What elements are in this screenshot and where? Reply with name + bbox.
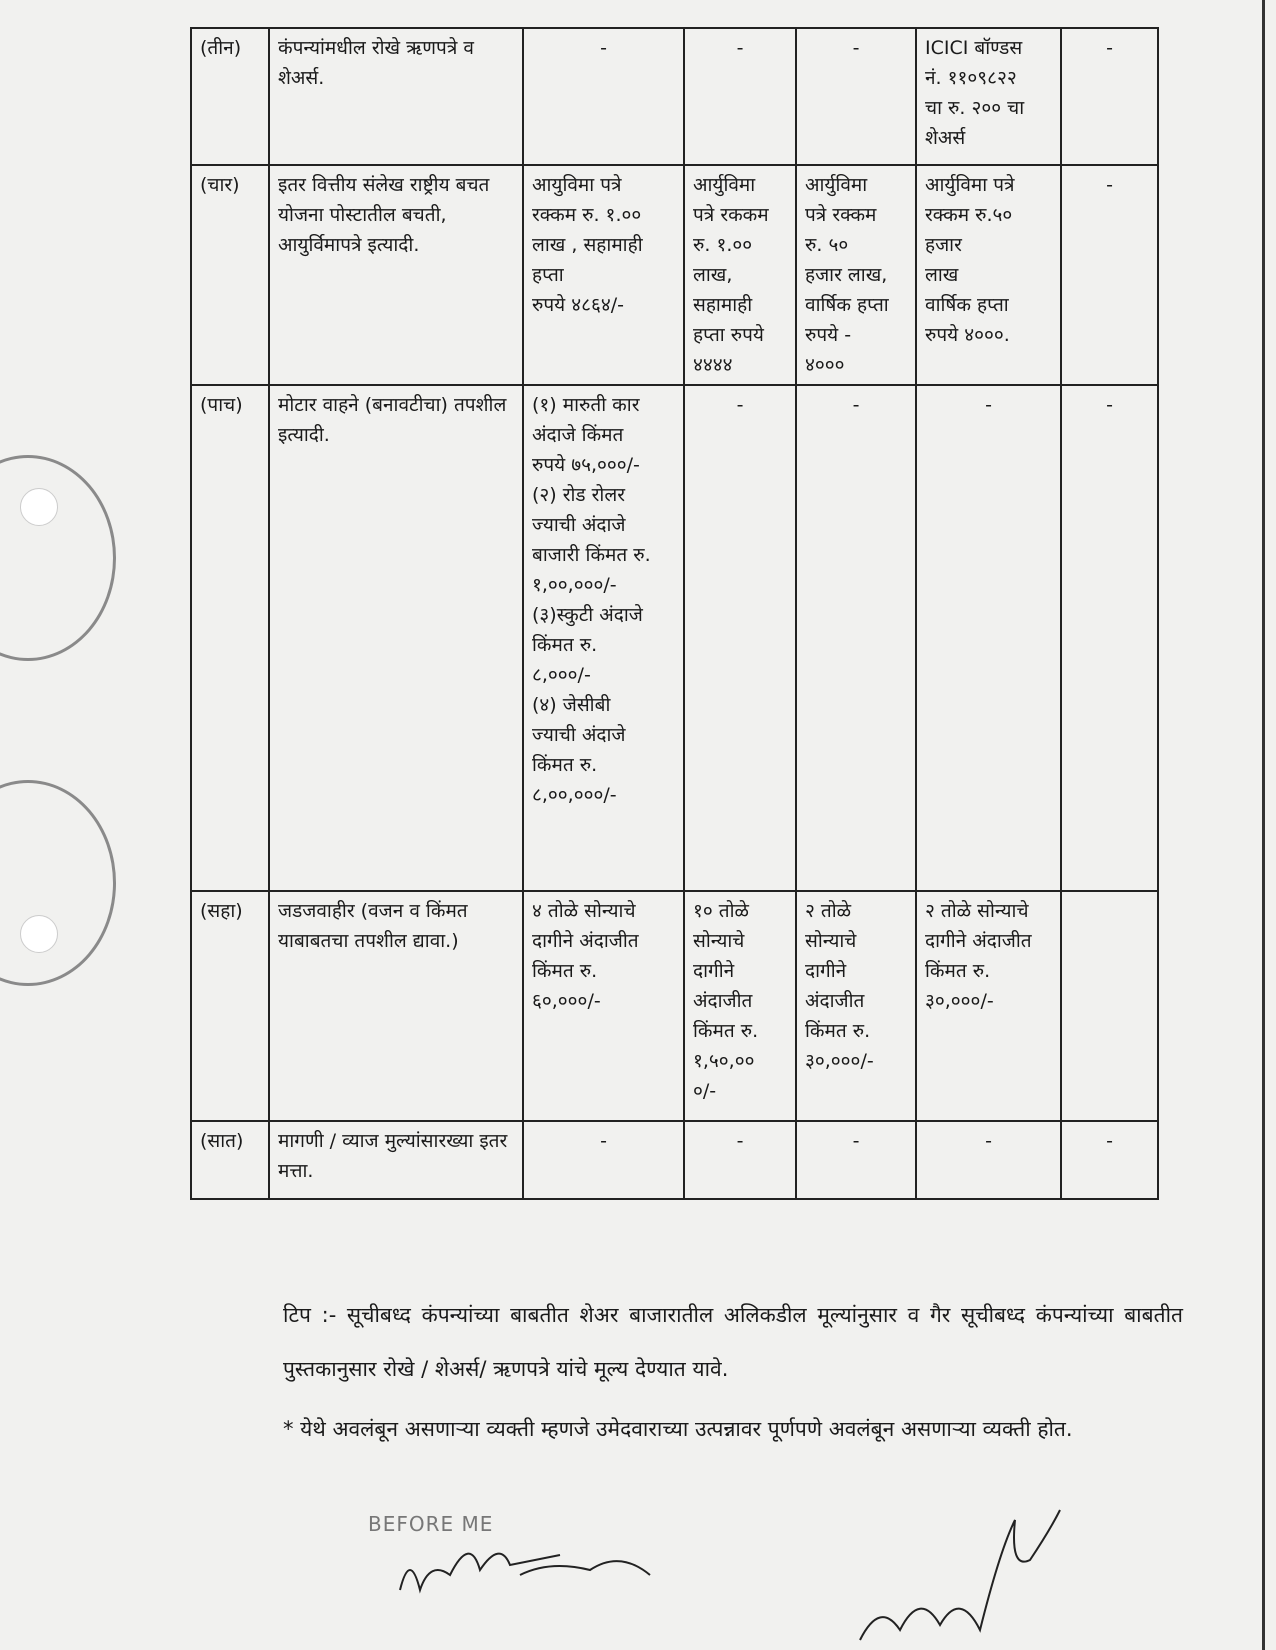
table-row <box>191 165 1158 385</box>
punch-hole <box>20 915 58 953</box>
row-description: इतर वित्तीय संलेख राष्ट्रीय बचत योजना पोस्टातील बचती, आयुर्विमापत्रे इत्यादी. <box>269 165 523 385</box>
value-cell: २ तोळे सोन्याचे दागीने अंदाजीत किंमत रु. ३०,०००/- <box>916 891 1061 1121</box>
notary-seal-bottom <box>0 780 116 986</box>
value-cell: १० तोळे सोन्याचे दागीने अंदाजीत किंमत रु. १,५०,०० ०/- <box>684 891 796 1121</box>
table-row <box>191 385 1158 891</box>
row-number: (सहा) <box>191 891 269 1121</box>
row-number: (सात) <box>191 1121 269 1199</box>
value-cell: - <box>1061 1121 1158 1199</box>
value-cell: - <box>796 385 916 891</box>
value-cell: ICICI बॉण्डस नं. ११०९८२२ चा रु. २०० चा शेअर्स <box>916 28 1061 165</box>
value-cell: आर्युविमा पत्रे रककम रु. १.०० लाख, सहामाही हप्ता रुपये ४४४४ <box>684 165 796 385</box>
table-row <box>191 28 1158 165</box>
value-cell: - <box>684 1121 796 1199</box>
row-description: कंपन्यांमधील रोखे ऋणपत्रे व शेअर्स. <box>269 28 523 165</box>
value-cell: - <box>523 28 684 165</box>
value-cell: - <box>684 28 796 165</box>
table-row <box>191 1121 1158 1199</box>
value-cell: आर्युविमा पत्रे रक्कम रु.५० हजार लाख वार्षिक हप्ता रुपये ४०००. <box>916 165 1061 385</box>
assets-table <box>190 27 1159 1200</box>
row-description: मोटार वाहने (बनावटीचा) तपशील इत्यादी. <box>269 385 523 891</box>
value-cell <box>1061 891 1158 1121</box>
punch-hole <box>20 488 58 526</box>
row-description: मागणी / व्याज मुल्यांसारख्या इतर मत्ता. <box>269 1121 523 1199</box>
value-cell: - <box>916 385 1061 891</box>
value-cell: आयुविमा पत्रे रक्कम रु. १.०० लाख , सहामाही हप्ता रुपये ४८६४/- <box>523 165 684 385</box>
row-number: (पाच) <box>191 385 269 891</box>
value-cell: - <box>523 1121 684 1199</box>
value-cell: ४ तोळे सोन्याचे दागीने अंदाजीत किंमत रु. ६०,०००/- <box>523 891 684 1121</box>
value-cell: - <box>916 1121 1061 1199</box>
before-me-stamp: BEFORE ME <box>368 1512 494 1536</box>
row-description: जडजवाहीर (वजन व किंमत याबाबतचा तपशील द्यावा.) <box>269 891 523 1121</box>
footnote: * येथे अवलंबून असणाऱ्या व्यक्ती म्हणजे उमेदवाराच्या उत्पन्नावर पूर्णपणे अवलंबून असणाऱ्या व्यक्ती होत. <box>283 1417 1073 1441</box>
notary-signature <box>390 1530 690 1650</box>
notary-seal-top <box>0 455 116 661</box>
notes <box>283 1288 1183 1462</box>
value-cell: २ तोळे सोन्याचे दागीने अंदाजीत किंमत रु. ३०,०००/- <box>796 891 916 1121</box>
value-cell: - <box>684 385 796 891</box>
value-cell: (१) मारुती कार अंदाजे किंमत रुपये ७५,०००/- (२) रोड रोलर ज्याची अंदाजे बाजारी किंमत रु. १,००,०००/- (३)स्कुटी अंदाजे किंमत रु. ८,०००/- (४) जेसीबी ज्याची अंदाजे किंमत रु. ८,००,०००/- <box>523 385 684 891</box>
tip-note: टिप :- सूचीबध्द कंपन्यांच्या बाबतीत शेअर बाजारातील अलिकडील मूल्यांनुसार व गैर सूचीबध्द कंपन्यांच्या बाबतीत पुस्तकानुसार रोखे / शेअर्स/ ऋणपत्रे यांचे मूल्य देण्यात यावे. <box>283 1303 1183 1381</box>
value-cell: - <box>1061 165 1158 385</box>
signature <box>850 1490 1100 1650</box>
row-number: (चार) <box>191 165 269 385</box>
value-cell: - <box>1061 385 1158 891</box>
value-cell: - <box>796 28 916 165</box>
value-cell: आर्युविमा पत्रे रक्कम रु. ५० हजार लाख, वार्षिक हप्ता रुपये - ४००० <box>796 165 916 385</box>
table-row <box>191 891 1158 1121</box>
value-cell: - <box>1061 28 1158 165</box>
value-cell: - <box>796 1121 916 1199</box>
page-edge <box>1262 0 1265 1650</box>
row-number: (तीन) <box>191 28 269 165</box>
